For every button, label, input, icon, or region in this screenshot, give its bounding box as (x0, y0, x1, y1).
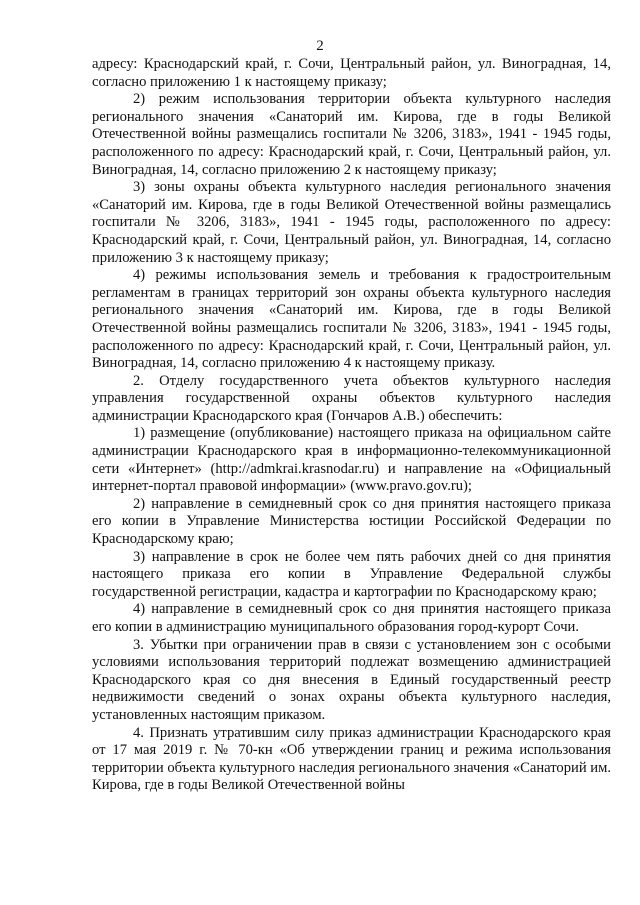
paragraph-section-2: 2. Отделу государственного учета объектов культурного наследия управления государственной охраны объектов культурного наследия администрации Краснодарского края (Гончаров А.В.) обеспечить: (92, 372, 611, 424)
paragraph-item-2: 2) режим использования территории объекта культурного наследия регионального значения «Санаторий им. Кирова, где в годы Великой Отечественной войны размещались госпитали № 3206, 3183», 1941 - 1945 годы, расположенного по адресу: Краснодарский край, г. Сочи, Центральный район, ул. Виноградная, 14, согласно приложению 2 к настоящему приказу; (92, 91, 611, 178)
paragraph-subitem-3: 3) направление в срок не более чем пять рабочих дней со дня принятия настоящего приказа его копии в Управление Федеральной службы государственной регистрации, кадастра и картографии по Краснодарскому краю; (92, 548, 611, 600)
document-body (92, 56, 611, 795)
paragraph-subitem-4: 4) направление в семидневный срок со дня принятия настоящего приказа его копии в администрацию муниципального образования город-курорт Сочи. (92, 601, 611, 635)
paragraph-continuation: адресу: Краснодарский край, г. Сочи, Центральный район, ул. Виноградная, 14, согласно приложению 1 к настоящему приказу; (92, 56, 611, 90)
paragraph-section-3: 3. Убытки при ограничении прав в связи с установлением зон с особыми условиями использования территорий подлежат возмещению администрацией Краснодарского края со дня внесения в Единый государственный реестр недвижимости сведений о зонах охраны объекта культурного наследия, установленных настоящим приказом. (92, 636, 611, 723)
paragraph-item-3: 3) зоны охраны объекта культурного наследия регионального значения «Санаторий им. Кирова, где в годы Великой Отечественной войны размещались госпитали № 3206, 3183», 1941 - 1945 годы, расположенного по адресу: Краснодарский край, г. Сочи, Центральный район, ул. Виноградная, 14, согласно приложению 3 к настоящему приказу; (92, 179, 611, 266)
paragraph-item-4: 4) режимы использования земель и требования к градостроительным регламентам в границах территорий зон охраны объекта культурного наследия регионального значения «Санаторий им. Кирова, где в годы Великой Отечественной войны размещались госпитали № 3206, 3183», 1941 - 1945 годы, расположенного по адресу: Краснодарский край, г. Сочи, Центральный район, ул. Виноградная, 14, согласно приложению 4 к настоящему приказу. (92, 267, 611, 372)
paragraph-subitem-2: 2) направление в семидневный срок со дня принятия настоящего приказа его копии в Управление Министерства юстиции Российской Федерации по Краснодарскому краю; (92, 495, 611, 548)
paragraph-section-4: 4. Признать утратившим силу приказ администрации Краснодарского края от 17 мая 2019 г. № 70-кн «Об утверждении границ и режима использования территории объекта культурного наследия регионального значения «Санаторий им. Кирова, где в годы Великой Отечественной войны (92, 724, 611, 794)
paragraph-subitem-1: 1) размещение (опубликование) настоящего приказа на официальном сайте администрации Краснодарского края в информационно-телекоммуникационной сети «Интернет» (http://admkrai.krasnodar.ru) и направление на «Официальный интернет-портал правовой информации» (www.pravo.gov.ru); (92, 425, 611, 495)
page-number: 2 (316, 38, 324, 54)
